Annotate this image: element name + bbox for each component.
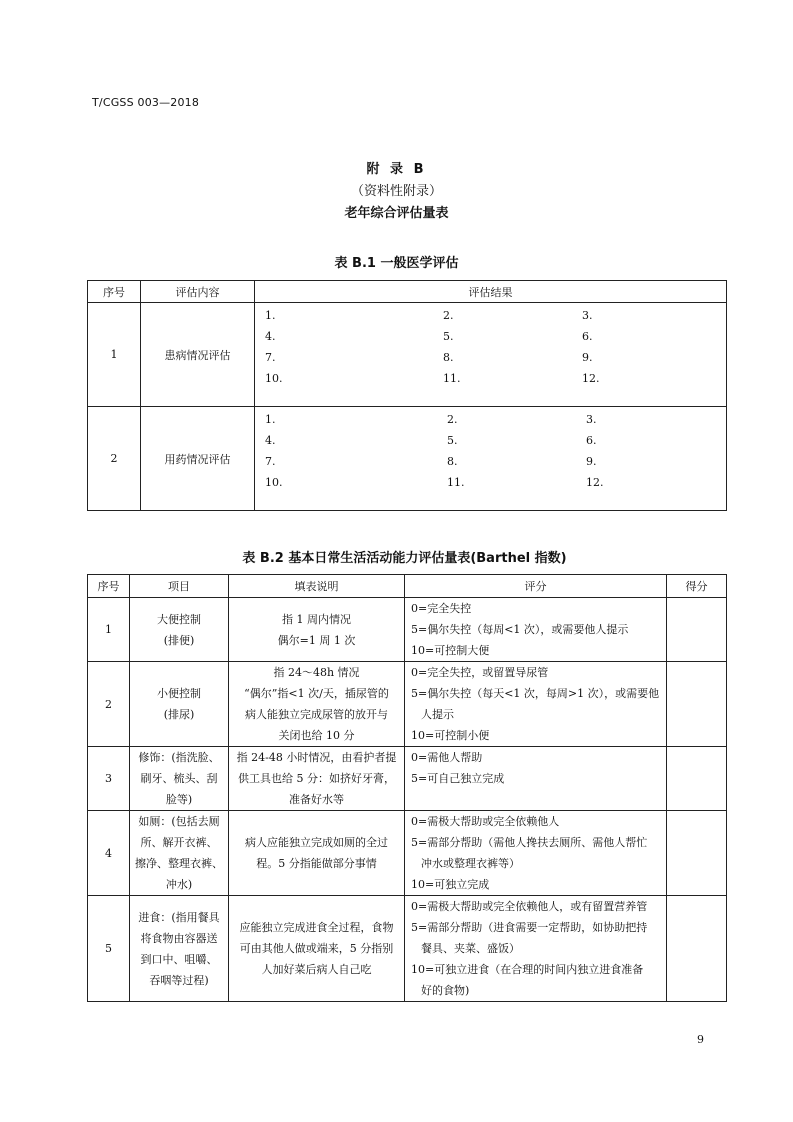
instruction-line: 病人能独立完成尿管的放开与 xyxy=(245,708,388,721)
header-cell: 评分 xyxy=(405,575,667,598)
result-slot: 8. xyxy=(447,455,458,468)
row-number: 3 xyxy=(88,747,130,811)
scoring-line: 餐具、夹菜、盛饭） xyxy=(421,942,520,955)
table-row xyxy=(88,896,727,1002)
score-input-cell[interactable] xyxy=(667,811,727,896)
instruction-line: 程。5 分指能做部分事情 xyxy=(256,857,377,870)
item-cell xyxy=(130,896,229,1002)
row-number: 2 xyxy=(88,662,130,747)
assessment-content: 用药情况评估 xyxy=(141,407,255,511)
result-slot: 7. xyxy=(265,455,276,468)
result-slot: 1. xyxy=(265,309,276,322)
result-slot: 8. xyxy=(443,351,454,364)
assessment-results xyxy=(255,303,727,407)
instruction-cell xyxy=(229,662,405,747)
item-line: 刷牙、梳头、刮 xyxy=(140,772,218,785)
item-line: 将食物由容器送 xyxy=(140,931,218,945)
table-row xyxy=(88,747,727,811)
item-line: (排便) xyxy=(163,633,195,647)
item-line: 到口中、咀嚼、 xyxy=(140,952,218,966)
header-cell: 评估内容 xyxy=(141,281,255,303)
scoring-line: 0=需极大帮助或完全依赖他人，或有留置营养管 xyxy=(411,900,648,913)
scoring-line: 冲水或整理衣裤等） xyxy=(421,857,520,870)
table-row xyxy=(88,303,727,407)
scoring-line: 0=完全失控，或留置导尿管 xyxy=(411,666,549,679)
scoring-cell xyxy=(405,896,667,1002)
instruction-line: 可由其他人做或端来，5 分指别 xyxy=(239,942,394,955)
result-slot: 4. xyxy=(265,330,276,343)
header-cell: 得分 xyxy=(667,575,727,598)
result-slot: 12. xyxy=(582,372,600,385)
result-slot: 11. xyxy=(443,372,461,385)
scoring-cell xyxy=(405,598,667,662)
instruction-line: “偶尔”指<1 次/天，插尿管的 xyxy=(244,687,389,700)
item-cell xyxy=(130,747,229,811)
assessment-content: 患病情况评估 xyxy=(141,303,255,407)
scoring-line: 5=需部分帮助（进食需要一定帮助，如协助把持 xyxy=(411,921,648,934)
score-input-cell[interactable] xyxy=(667,747,727,811)
result-slot: 3. xyxy=(582,309,593,322)
row-number: 1 xyxy=(88,303,141,407)
appendix-title: 附 录 B xyxy=(366,162,427,177)
appendix-name: 老年综合评估量表 xyxy=(344,206,449,221)
scoring-line: 10=可独立进食（在合理的时间内独立进食准备 xyxy=(411,963,644,976)
item-cell xyxy=(130,811,229,896)
header-cell: 填表说明 xyxy=(229,575,405,598)
instruction-cell xyxy=(229,811,405,896)
scoring-line: 人提示 xyxy=(421,708,454,721)
instruction-cell xyxy=(229,747,405,811)
item-line: 冲水) xyxy=(165,878,193,891)
instruction-cell xyxy=(229,598,405,662)
item-line: 修饰：(指洗脸、 xyxy=(138,751,220,764)
result-slot: 5. xyxy=(447,434,458,447)
result-slot: 7. xyxy=(265,351,276,364)
result-slot: 10. xyxy=(265,476,283,489)
row-number: 4 xyxy=(88,811,130,896)
item-cell xyxy=(130,598,229,662)
header-cell: 序号 xyxy=(88,575,130,598)
result-slot: 9. xyxy=(582,351,593,364)
item-cell xyxy=(130,662,229,747)
document-code: T/CGSS 003—2018 xyxy=(92,96,200,109)
instruction-line: 指 24～48h 情况 xyxy=(273,666,360,679)
result-slot: 1. xyxy=(265,413,276,426)
instruction-cell xyxy=(229,896,405,1002)
row-number: 1 xyxy=(88,598,130,662)
instruction-line: 人加好菜后病人自己吃 xyxy=(261,963,372,976)
result-slot: 10. xyxy=(265,372,283,385)
scoring-line: 5=偶尔失控（每周<1 次），或需要他人提示 xyxy=(411,623,629,636)
page-number: 9 xyxy=(697,1033,704,1046)
instruction-line: 指 24-48 小时情况，由看护者提 xyxy=(236,751,397,764)
scoring-cell xyxy=(405,747,667,811)
scoring-line: 10=可控制小便 xyxy=(411,729,490,742)
scoring-line: 0=需极大帮助或完全依赖他人 xyxy=(411,815,560,828)
instruction-line: 供工具也给 5 分：如挤好牙膏， xyxy=(238,772,395,785)
table-row xyxy=(88,662,727,747)
row-number: 2 xyxy=(88,407,141,511)
header-cell: 序号 xyxy=(88,281,141,303)
result-slot: 2. xyxy=(447,413,458,426)
scoring-line: 0=需他人帮助 xyxy=(411,751,483,764)
result-slot: 11. xyxy=(447,476,465,489)
table-barthel-index xyxy=(87,574,727,1002)
result-slot: 9. xyxy=(586,455,597,468)
table-header-row xyxy=(88,575,727,598)
table-header-row xyxy=(88,281,727,303)
item-line: 吞咽等过程) xyxy=(149,973,209,987)
item-line: 如厕：(包括去厕 xyxy=(138,815,220,828)
instruction-line: 指 1 周内情况 xyxy=(282,612,351,626)
table-general-medical-assessment xyxy=(87,280,727,511)
table-b1-caption: 表 B.1 一般医学评估 xyxy=(334,256,459,271)
item-line: (排尿) xyxy=(163,708,195,721)
item-line: 小便控制 xyxy=(157,687,201,700)
instruction-line: 应能独立完成进食全过程，食物 xyxy=(239,921,394,934)
score-input-cell[interactable] xyxy=(667,662,727,747)
scoring-line: 好的食物) xyxy=(421,984,470,997)
item-line: 脸等) xyxy=(165,793,193,806)
item-line: 擦净、整理衣裤、 xyxy=(135,857,223,870)
header-cell: 评估结果 xyxy=(255,281,727,303)
scoring-cell xyxy=(405,662,667,747)
result-slot: 3. xyxy=(586,413,597,426)
scoring-line: 5=偶尔失控（每天<1 次，每周>1 次），或需要他 xyxy=(411,687,660,700)
appendix-nature: （资料性附录） xyxy=(350,184,442,199)
instruction-line: 关闭也给 10 分 xyxy=(278,729,355,742)
item-line: 大便控制 xyxy=(157,612,201,626)
assessment-results xyxy=(255,407,727,511)
scoring-line: 10=可独立完成 xyxy=(411,878,490,891)
score-input-cell[interactable] xyxy=(667,896,727,1002)
result-slot: 2. xyxy=(443,309,454,322)
result-slot: 5. xyxy=(443,330,454,343)
result-slot: 6. xyxy=(586,434,597,447)
score-input-cell[interactable] xyxy=(667,598,727,662)
scoring-line: 10=可控制大便 xyxy=(411,644,490,657)
instruction-line: 准备好水等 xyxy=(289,793,344,806)
table-row xyxy=(88,598,727,662)
scoring-line: 0=完全失控 xyxy=(411,602,472,615)
item-line: 所、解开衣裤、 xyxy=(140,836,218,849)
result-slot: 6. xyxy=(582,330,593,343)
result-slot: 4. xyxy=(265,434,276,447)
scoring-cell xyxy=(405,811,667,896)
table-b2-caption: 表 B.2 基本日常生活活动能力评估量表(Barthel 指数) xyxy=(242,551,567,566)
table-row xyxy=(88,811,727,896)
header-cell: 项目 xyxy=(130,575,229,598)
result-slot: 12. xyxy=(586,476,604,489)
instruction-line: 病人应能独立完成如厕的全过 xyxy=(245,836,388,849)
row-number: 5 xyxy=(88,896,130,1002)
instruction-line: 偶尔=1 周 1 次 xyxy=(277,633,356,647)
table-row xyxy=(88,407,727,511)
scoring-line: 5=需部分帮助（需他人搀扶去厕所、需他人帮忙 xyxy=(411,836,648,849)
scoring-line: 5=可自己独立完成 xyxy=(411,772,505,785)
item-line: 进食：(指用餐具 xyxy=(138,910,220,924)
